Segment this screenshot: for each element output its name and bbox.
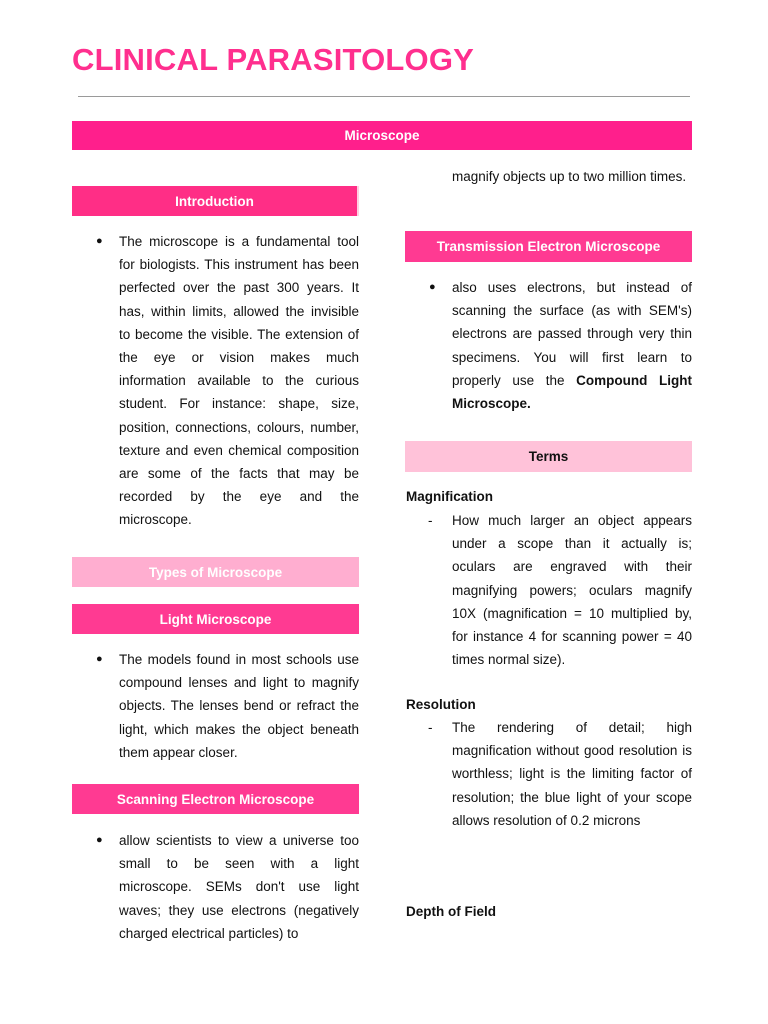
introduction-paragraph: The microscope is a fundamental tool for biologists. This instrument has been perfected over the past 300 years. It has, within limits, allowed the invisible to become the visible. The extension of the eye or vision makes much information available to the curious student. For instance: shape, size, position, connections, colours, number, texture and even chemical composition are some of the facts that may be recorded by the eye and the microscope. [119, 234, 359, 528]
dash-marker: - [428, 513, 433, 528]
section-bar-introduction: Introduction [72, 186, 359, 216]
light-microscope-paragraph: The models found in most schools use compound lenses and light to magnify objects. The lenses bend or refract the light, which makes the object beneath them appear closer. [119, 652, 359, 760]
bullet-icon: ● [429, 281, 436, 293]
tem-text-bold: Compound Light Microscope. [452, 372, 693, 412]
section-bar-terms: Terms [405, 441, 692, 472]
title-divider [78, 96, 690, 97]
resolution-paragraph: The rendering of detail; high magnification without good resolution is worthless; light is the limiting factor of resolution; the blue light of your scope allows resolution of 0.2 microns [452, 720, 692, 828]
bullet-icon: ● [96, 235, 103, 247]
section-bar-transmission-electron-microscope: Transmission Electron Microscope [405, 231, 692, 262]
section-bar-light-microscope: Light Microscope [72, 604, 359, 634]
section-bar-types-of-microscope: Types of Microscope [72, 557, 359, 587]
tem-paragraph [452, 276, 692, 415]
sem-paragraph-continued: magnify objects up to two million times. [452, 169, 687, 184]
sem-paragraph: allow scientists to view a universe too small to be seen with a light microscope. SEMs don't use light waves; they use electrons (negatively charged electrical particles) to [119, 833, 359, 941]
term-heading-depth-of-field: Depth of Field [406, 904, 496, 919]
page-title: CLINICAL PARASITOLOGY [72, 42, 475, 77]
section-bar-microscope: Microscope [72, 121, 692, 150]
section-bar-scanning-electron-microscope: Scanning Electron Microscope [72, 784, 359, 814]
tem-text: also uses electrons, but instead of scanning the surface (as with SEM's) electrons are passed through very thin specimens. You will first learn to properly use the [452, 280, 692, 388]
term-heading-magnification: Magnification [406, 489, 493, 504]
term-heading-resolution: Resolution [406, 697, 476, 712]
bullet-icon: ● [96, 834, 103, 846]
dash-marker: - [428, 720, 433, 735]
bullet-icon: ● [96, 653, 103, 665]
magnification-paragraph: How much larger an object appears under a scope than it actually is; oculars are engraved with their magnifying powers; oculars magnify 10X (magnification = 10 multiplied by, for instance 4 for scanning power = 40 times normal size). [452, 513, 692, 668]
